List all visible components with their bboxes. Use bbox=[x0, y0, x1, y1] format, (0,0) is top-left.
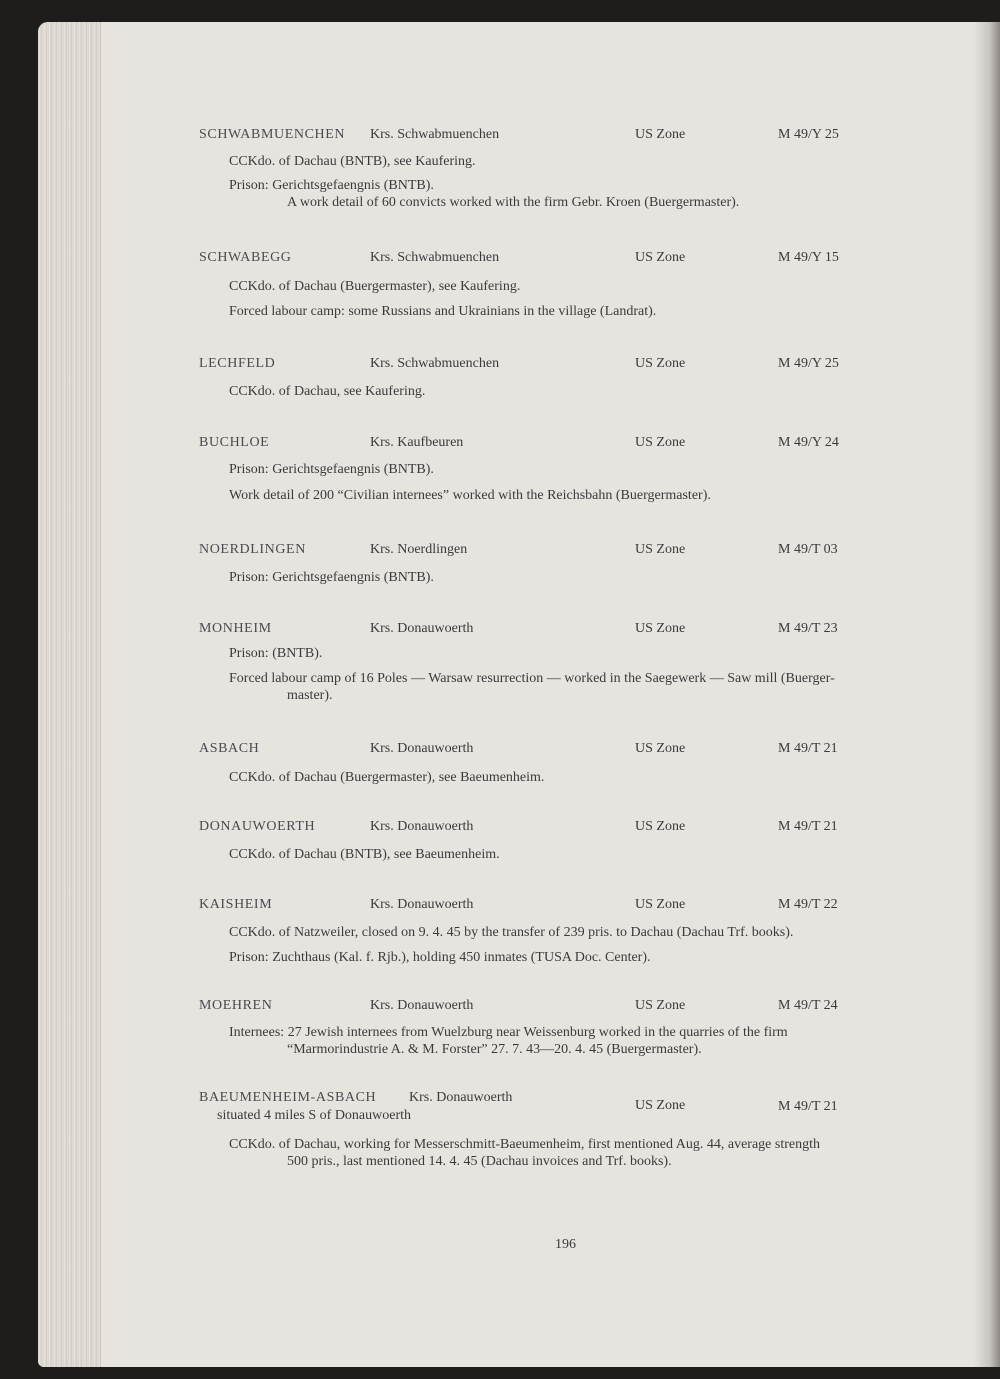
line-text: of Dachau (BNTB), see Baeumenheim. bbox=[278, 847, 500, 862]
place-name: SCHWABMUENCHEN bbox=[199, 127, 346, 142]
map-ref: M 49/Y 15 bbox=[778, 250, 839, 265]
line-label: Prison: bbox=[229, 570, 269, 585]
line-label: CCKdo. bbox=[229, 279, 276, 294]
line-text: Gerichtsgefaengnis (BNTB). bbox=[272, 178, 434, 193]
entry-moehren bbox=[0, 998, 1000, 1058]
entry-schwabmuenchen bbox=[0, 127, 1000, 211]
entry-baeumenheim-asbach bbox=[0, 1090, 1000, 1170]
place-name: BUCHLOE bbox=[199, 435, 270, 450]
location-note: situated 4 miles S of Donauwoerth bbox=[217, 1108, 412, 1123]
zone: US Zone bbox=[635, 741, 686, 756]
line-label: Forced labour camp: bbox=[229, 304, 345, 319]
place-name: SCHWABEGG bbox=[199, 250, 292, 265]
line-label: Prison: bbox=[229, 178, 269, 193]
district: Krs. Noerdlingen bbox=[370, 542, 468, 557]
line-label: CCKdo. bbox=[229, 154, 276, 169]
line-text: 27 Jewish internees from Wuelzburg near Weissenburg worked in the quarries of the firm bbox=[287, 1025, 788, 1040]
line-text: 500 pris., last mentioned 14. 4. 45 (Dachau invoices and Trf. books). bbox=[287, 1154, 672, 1169]
line-label: Prison: bbox=[229, 950, 269, 965]
entry-donauwoerth bbox=[0, 819, 1000, 863]
line-text: Zuchthaus (Kal. f. Rjb.), holding 450 inmates (TUSA Doc. Center). bbox=[272, 950, 651, 965]
district: Krs. Donauwoerth bbox=[370, 621, 474, 636]
line-text: A work detail of 60 convicts worked with the firm Gebr. Kroen (Buergermaster). bbox=[287, 195, 740, 210]
map-ref: M 49/T 03 bbox=[778, 542, 838, 557]
entry-monheim bbox=[0, 621, 1000, 704]
place-name: MONHEIM bbox=[199, 621, 272, 636]
map-ref: M 49/Y 24 bbox=[778, 435, 839, 450]
entry-kaisheim bbox=[0, 897, 1000, 966]
zone: US Zone bbox=[635, 621, 686, 636]
line-label: Internees: bbox=[229, 1025, 285, 1040]
entry-schwabegg bbox=[0, 250, 1000, 320]
zone: US Zone bbox=[635, 356, 686, 371]
line-text: Gerichtsgefaengnis (BNTB). bbox=[272, 462, 434, 477]
line-text: of Dachau (Buergermaster), see Baeumenheim. bbox=[278, 770, 545, 785]
place-name: NOERDLINGEN bbox=[199, 542, 306, 557]
entry-asbach bbox=[0, 741, 1000, 786]
district: Krs. Donauwoerth bbox=[370, 897, 474, 912]
line-text: (BNTB). bbox=[272, 646, 323, 661]
line-text: some Russians and Ukrainians in the village (Landrat). bbox=[348, 304, 657, 319]
line-label: CCKdo. bbox=[229, 770, 276, 785]
map-ref: M 49/T 24 bbox=[778, 998, 838, 1013]
district: Krs. Donauwoerth bbox=[370, 998, 474, 1013]
line-label: CCKdo. bbox=[229, 847, 276, 862]
line-label: Prison: bbox=[229, 646, 269, 661]
place-name: KAISHEIM bbox=[199, 897, 273, 912]
district: Krs. Donauwoerth bbox=[370, 819, 474, 834]
line-text: of Dachau, working for Messerschmitt-Baeumenheim, first mentioned Aug. 44, average strength bbox=[278, 1137, 820, 1152]
place-name: ASBACH bbox=[199, 741, 260, 756]
line-text: of Dachau (Buergermaster), see Kaufering. bbox=[278, 279, 521, 294]
map-ref: M 49/T 21 bbox=[778, 741, 838, 756]
map-ref: M 49/T 21 bbox=[778, 819, 838, 834]
district: Krs. Donauwoerth bbox=[409, 1090, 513, 1105]
line-label: CCKdo. bbox=[229, 1137, 276, 1152]
line-text: Gerichtsgefaengnis (BNTB). bbox=[272, 570, 434, 585]
zone: US Zone bbox=[635, 897, 686, 912]
map-ref: M 49/T 21 bbox=[778, 1099, 838, 1114]
map-ref: M 49/T 22 bbox=[778, 897, 838, 912]
line-text: of Dachau (BNTB), see Kaufering. bbox=[278, 154, 476, 169]
district: Krs. Schwabmuenchen bbox=[370, 356, 500, 371]
line-text: of Natzweiler, closed on 9. 4. 45 by the transfer of 239 pris. to Dachau (Dachau Trf. books). bbox=[278, 925, 794, 940]
line-label: CCKdo. bbox=[229, 384, 276, 399]
map-ref: M 49/Y 25 bbox=[778, 356, 839, 371]
zone: US Zone bbox=[635, 250, 686, 265]
line-text: of Dachau, see Kaufering. bbox=[278, 384, 426, 399]
place-name: LECHFELD bbox=[199, 356, 276, 371]
zone: US Zone bbox=[635, 127, 686, 142]
zone: US Zone bbox=[635, 542, 686, 557]
zone: US Zone bbox=[635, 819, 686, 834]
line-text: “Marmorindustrie A. & M. Forster” 27. 7. 43—20. 4. 45 (Buergermaster). bbox=[287, 1042, 702, 1057]
district: Krs. Kaufbeuren bbox=[370, 435, 464, 450]
zone: US Zone bbox=[635, 998, 686, 1013]
place-name: BAEUMENHEIM-ASBACH bbox=[199, 1090, 377, 1105]
entry-buchloe bbox=[0, 435, 1000, 504]
district: Krs. Schwabmuenchen bbox=[370, 250, 500, 265]
entry-noerdlingen bbox=[0, 542, 1000, 586]
line-label: CCKdo. bbox=[229, 925, 276, 940]
zone: US Zone bbox=[635, 435, 686, 450]
place-name: MOEHREN bbox=[199, 998, 273, 1013]
line-label: Prison: bbox=[229, 462, 269, 477]
district: Krs. Donauwoerth bbox=[370, 741, 474, 756]
line-text: Forced labour camp of 16 Poles — Warsaw resurrection — worked in the Saegewerk — Saw mill (Buerger- bbox=[229, 671, 835, 686]
entry-lechfeld bbox=[0, 356, 1000, 400]
line-text: master). bbox=[287, 688, 333, 703]
district: Krs. Schwabmuenchen bbox=[370, 127, 500, 142]
place-name: DONAUWOERTH bbox=[199, 819, 316, 834]
zone: US Zone bbox=[635, 1098, 686, 1113]
line-text: Work detail of 200 “Civilian internees” worked with the Reichsbahn (Buergermaster). bbox=[229, 488, 711, 503]
map-ref: M 49/Y 25 bbox=[778, 127, 839, 142]
page-number: 196 bbox=[555, 1237, 576, 1252]
map-ref: M 49/T 23 bbox=[778, 621, 838, 636]
